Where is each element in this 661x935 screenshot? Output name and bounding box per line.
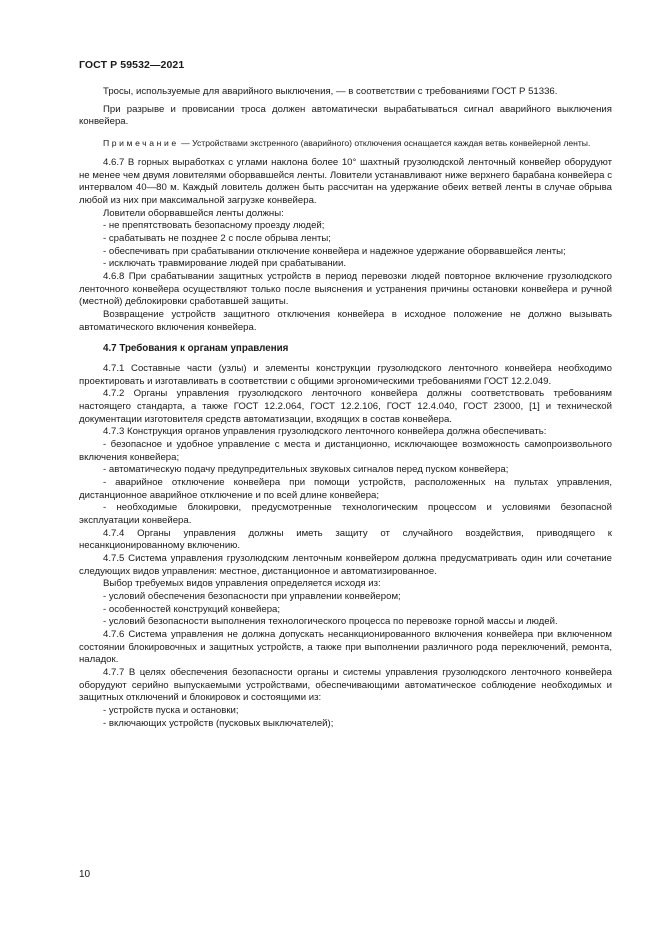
list-item: - аварийное отключение конвейера при помощи устройств, расположенных на пультах управления, дистанционное аварийное отключение и по всей длине конвейера;: [79, 477, 612, 501]
clause-4-7-4: 4.7.4 Органы управления должны иметь защиту от случайного воздействия, приводящего к несанкционированному включению.: [79, 527, 612, 552]
document-header: ГОСТ Р 59532—2021: [79, 59, 185, 71]
list-item: - устройств пуска и остановки;: [103, 704, 239, 716]
paragraph-selection: Выбор требуемых видов управления определяется исходя из:: [103, 578, 381, 590]
catchers-intro: Ловители оборвавшейся ленты должны:: [103, 207, 284, 219]
clause-4-7-6: 4.7.6 Система управления не должна допускать несанкционированного включения конвейера при включенном состоянии блокировочных и защитных устройств, а также при выполнении различного рода переключений, ремонта, наладок.: [79, 628, 612, 666]
list-item: - условий безопасности выполнения технологического процесса по перевозке горной массы и людей.: [103, 616, 558, 628]
list-item: - включающих устройств (пусковых выключателей);: [103, 717, 334, 729]
paragraph-rope-break: При разрыве и провисании троса должен автоматически вырабатываться сигнал аварийного выключения конвейера.: [79, 103, 612, 128]
note-text: — Устройствами экстренного (аварийного) отключения оснащается каждая ветвь конвейерной ленты.: [178, 137, 591, 148]
list-item: - срабатывать не позднее 2 с после обрыва ленты;: [103, 232, 331, 244]
clause-4-6-7: 4.6.7 В горных выработках с углами наклона более 10° шахтный грузолюдской ленточный конвейер оборудуют не менее чем двумя ловителями оборвавшейся ленты. Ловители устанавливают ниже верхнего барабана конвейера с интервалом 40—80 м. Каждый ловитель должен быть рассчитан на удержание обеих ветвей ленты в случае обрыва любой из них при максимальной загрузке конвейера.: [79, 156, 612, 206]
list-item: - особенностей конструкций конвейера;: [103, 603, 281, 615]
clause-4-7-5: 4.7.5 Система управления грузолюдским ленточным конвейером должна предусматривать один или сочетание следующих видов управления: местное, дистанционное и автоматизированное.: [79, 553, 612, 577]
list-item: - обеспечивать при срабатывании отключение конвейера и надежное удержание оборвавшейся ленты;: [103, 245, 566, 257]
clause-4-7-7: 4.7.7 В целях обеспечения безопасности органы и системы управления грузолюдского ленточного конвейера оборудуют серийно выпускаемыми устройствами, обеспечивающими автоматическое соблюдение необходимых и защитных отключений и блокировок и состоящими из:: [79, 666, 612, 704]
list-item: - автоматическую подачу предупредительных звуковых сигналов перед пуском конвейера;: [103, 464, 509, 476]
list-item: - безопасное и удобное управление с места и дистанционно, исключающее возможность самопроизвольного включения конвейера;: [79, 439, 612, 463]
list-item: - условий обеспечения безопасности при управлении конвейером;: [103, 590, 401, 602]
page-number: 10: [79, 869, 91, 880]
paragraph-reset: Возвращение устройств защитного отключения конвейера в исходное положение не должно вызывать автоматического включения конвейера.: [79, 308, 612, 333]
document-body: [79, 86, 612, 730]
clause-4-7-1: 4.7.1 Составные части (узлы) и элементы конструкции грузолюдского ленточного конвейера необходимо проектировать и изготавливать в соответствии с общими эргономическими требованиями ГОСТ 12.2.049.: [79, 363, 612, 387]
note-label: Примечание: [103, 137, 179, 148]
paragraph-ropes: Тросы, используемые для аварийного выключения, — в соответствии с требованиями ГОСТ Р 51336.: [103, 86, 558, 97]
section-heading-4-7: 4.7 Требования к органам управления: [103, 343, 289, 355]
note: [79, 137, 612, 149]
list-item: - не препятствовать безопасному проезду людей;: [103, 220, 325, 232]
list-item: - необходимые блокировки, предусмотренные технологическим процессом и условиями безопасной эксплуатации конвейера.: [79, 502, 612, 527]
list-item: - исключать травмирование людей при срабатывании.: [103, 258, 347, 270]
clause-4-7-3: 4.7.3 Конструкция органов управления грузолюдского ленточного конвейера должна обеспечивать:: [103, 426, 547, 438]
clause-4-6-8: 4.6.8 При срабатывании защитных устройств в период перевозки людей повторное включение грузолюдского ленточного конвейера осуществляют только после выяснения и устранения причины остановки конвейера и ручной (местной) деблокировки сработавшей защиты.: [79, 270, 612, 308]
clause-4-7-2: 4.7.2 Органы управления грузолюдского ленточного конвейера должны соответствовать требованиям настоящего стандарта, а также ГОСТ 12.2.064, ГОСТ 12.2.106, ГОСТ 12.4.040, ГОСТ 23000, [1] и технической документации изготовителя средств автоматизации, входящих в состав конвейера.: [79, 388, 612, 425]
